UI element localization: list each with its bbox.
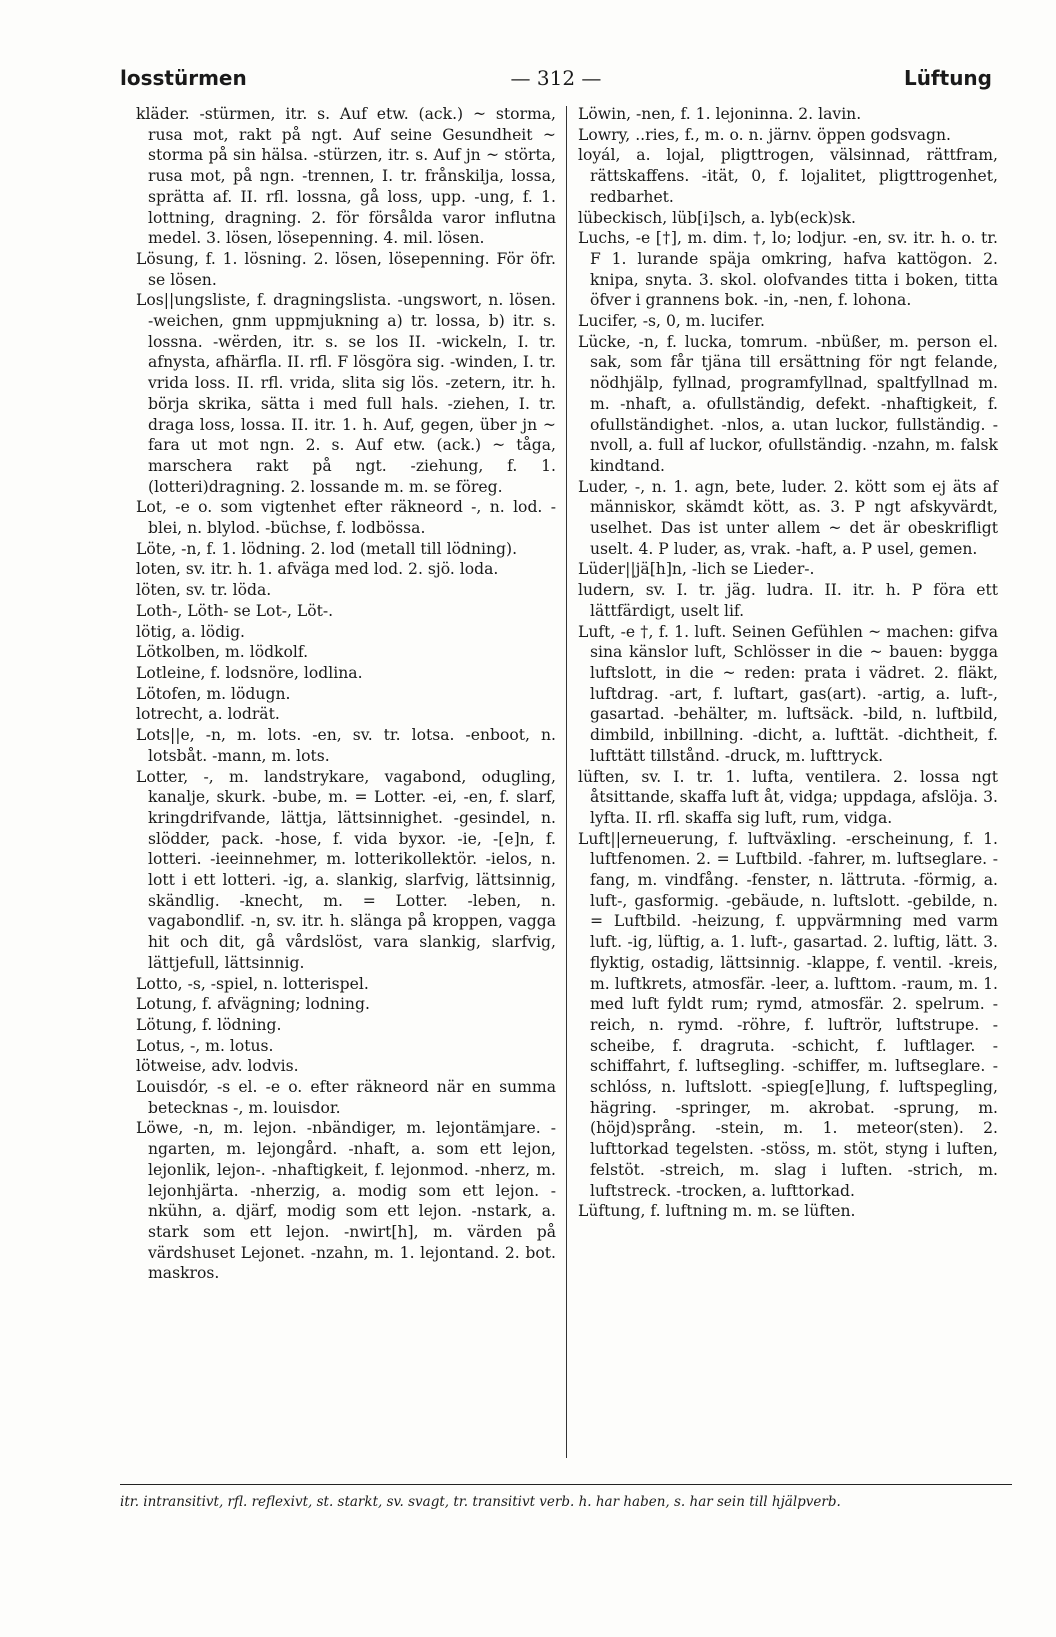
dictionary-entry: lotrecht, a. lodrät. xyxy=(136,705,280,724)
dictionary-entry: Lötung, f. lödning. xyxy=(136,1015,282,1034)
dictionary-entry: Lucifer, -s, 0, m. lucifer. xyxy=(578,312,765,331)
dictionary-entry: Luder, -, n. 1. agn, bete, luder. 2. kött som ej äts af människor, skämdt kött, as. 3. P ngt afskyvärdt, uselhet. Das ist unter allem ~ det är obeskrifligt uselt. 4. P luder, as, vrak. -haft, a. P usel, gemen. xyxy=(578,477,998,558)
dictionary-entry: Lötkolben, m. lödkolf. xyxy=(136,643,309,662)
dictionary-entry: Lötofen, m. lödugn. xyxy=(136,684,291,703)
dictionary-entry: löten, sv. tr. löda. xyxy=(136,581,272,600)
dictionary-entry: Luchs, -e [†], m. dim. †, lo; lodjur. -en, sv. itr. h. o. tr. F 1. lurande späja omkring, hafva kattögon. 2. knipa, snyta. 3. skol. olofvandes titta i boken, titta öfver i grannens bok. -in, -nen, f. lohona. xyxy=(578,229,998,310)
dictionary-entry: Löte, -n, f. 1. lödning. 2. lod (metall till lödning). xyxy=(136,539,518,558)
dictionary-entry: ludern, sv. I. tr. jäg. ludra. II. itr. h. P föra ett lättfärdigt, uselt lif. xyxy=(578,581,998,620)
dictionary-entry: Lot, -e o. som vigtenhet efter räkneord -, n. lod. -blei, n. blylod. -büchse, f. lodbössa. xyxy=(136,498,556,538)
dictionary-entry: Löwin, -nen, f. 1. lejoninna. 2. lavin. xyxy=(578,105,862,123)
dictionary-entry: Los||ungsliste, f. dragningslista. -ungswort, n. lösen. -weichen, gnm uppmjukning a) tr. lossa, b) itr. s. lossna. -wërden, itr. s. se los II. -wickeln, I. tr. afnysta, afhärfla. II. rfl. F lösgöra sig. -winden, I. tr. vrida loss. II. rfl. vrida, slita sig lös. -zetern, itr. h. börja skrika, sätta i med full hals. -ziehen, I. tr. draga loss, lossa. II. itr. 1. h. Auf, gegen, über jn ~ fara ut mot ngn. 2. s. Auf etw. (ack.) ~ tåga, marschera rakt på ngt. -ziehung, f. 1. (lotteri)dragning. 2. lossande m. m. se föreg. xyxy=(136,291,556,496)
dictionary-entry: Lüder||jä[h]n, -lich se Lieder-. xyxy=(578,560,815,579)
dictionary-entry: lübeckisch, lüb[i]sch, a. lyb(eck)sk. xyxy=(578,208,856,227)
footer-rule xyxy=(120,1484,1012,1485)
dictionary-entry: Lücke, -n, f. lucka, tomrum. -nbüßer, m. person el. sak, som får tjäna till ersättning för ngt felande, nödhjälp, fyllnad, programfyllnad, spaltfyllnad m. m. -nhaft, a. ofullständig, defekt. -nhaftigkeit, f. ofullständighet. -nlos, a. utan luckor, fullständig. -nvoll, a. full af luckor, ofullständig. -nzahn, m. falsk kindtand. xyxy=(578,332,998,475)
column-divider xyxy=(566,106,567,1458)
right-column xyxy=(578,104,998,1222)
dictionary-entry: lötig, a. lödig. xyxy=(136,622,246,641)
dictionary-entry: Lotung, f. afvägning; lodning. xyxy=(136,995,370,1014)
page-header xyxy=(120,66,992,96)
dictionary-entry: loyál, a. lojal, pligttrogen, välsinnad, rättfram, rättskaffens. -ität, 0, f. lojalitet, pligttrogenhet, redbarhet. xyxy=(578,146,998,206)
dictionary-entry: Lüftung, f. luftning m. m. se lüften. xyxy=(578,1202,856,1221)
left-column xyxy=(136,104,556,1284)
dictionary-entry: Löwe, -n, m. lejon. -nbändiger, m. lejontämjare. -ngarten, m. lejongård. -nhaft, a. som ett lejon, lejonlik, lejon-. -nhaftigkeit, f. lejonmod. -nherz, m. lejonhjärta. -nherzig, a. modig som ett lejon. -nkühn, a. djärf, modig som ett lejon. -nstark, a. stark som ett lejon. -nwirt[h], m. värden på värdshuset Lejonet. -nzahn, m. 1. lejontand. 2. bot. maskros. xyxy=(136,1119,556,1283)
dictionary-entry: kläder. -stürmen, itr. s. Auf etw. (ack.) ~ storma, rusa mot, rakt på ngt. Auf seine Gesundheit ~ storma på sin hälsa. -stürzen, itr. s. Auf jn ~ störta, rusa mot, på ngn. -trennen, I. tr. frånskilja, lossa, sprätta af. II. rfl. lossna, gå loss, upp. -ung, f. 1. lottning, dragning. 2. för försålda varor influtna medel. 3. lösen, lösepenning. 4. mil. lösen. xyxy=(136,105,556,248)
header-left-guide-word: losstürmen xyxy=(120,66,247,90)
dictionary-entry: Loth-, Löth- se Lot-, Löt-. xyxy=(136,601,334,620)
dictionary-entry: loten, sv. itr. h. 1. afväga med lod. 2. sjö. loda. xyxy=(136,560,499,579)
dictionary-entry: Lots||e, -n, m. lots. -en, sv. tr. lotsa. -enboot, n. lotsbåt. -mann, m. lots. xyxy=(136,726,556,765)
page-number: — 312 — xyxy=(510,66,602,90)
dictionary-entry: Luft, -e †, f. 1. luft. Seinen Gefühlen ~ machen: gifva sina känslor luft, Schlösser in die ~ bauen: bygga luftslott, in die ~ reden: prata i vädret. 2. fläkt, luftdrag. -art, f. luftart, gas(art). -artig, a. luft-, gasartad. -behälter, m. luftsäck. -bild, n. luftbild, dimbild, inbillning. -dicht, a. lufttät. -dichtheit, f. lufttätt tillstånd. -druck, m. lufttryck. xyxy=(578,622,998,765)
dictionary-entry: Luft||erneuerung, f. luftväxling. -erscheinung, f. 1. luftfenomen. 2. = Luftbild. -fahrer, m. luftseglare. -fang, m. vindfång. -fenster, n. lättruta. -förmig, a. luft-, gasformig. -gebäude, n. luftslott. -gebilde, n. = Luftbild. -heizung, f. uppvärmning med varm luft. -ig, lüftig, a. 1. luft-, gasartad. 2. luftig, lätt. 3. flyktig, ostadig, lättsinnig. -klappe, f. ventil. -kreis, m. luftkrets, atmosfär. -leer, a. lufttom. -raum, m. 1. med luft fyldt rum; rymd, atmosfär. 2. spelrum. -reich, n. rymd. -röhre, f. luftrör, luftstrupe. -scheibe, f. dragruta. -schicht, f. luftlager. -schiffahrt, f. luftsegling. -schiffer, m. luftseglare. -schlóss, n. luftslott. -spieg[e]lung, f. luftspegling, hägring. -springer, m. akrobat. -sprung, m. (höjd)språng. -stein, m. 1. meteor(sten). 2. lufttorkad tegelsten. -stöss, m. stöt, styng i luften, felstöt. -streich, m. slag i luften. -strich, m. luftstreck. -trocken, a. lufttorkad. xyxy=(578,829,998,1200)
dictionary-entry: Lotus, -, m. lotus. xyxy=(136,1036,274,1055)
abbreviation-footer: itr. intransitivt, rfl. reflexivt, st. starkt, sv. svagt, tr. transitivt verb. h. har haben, s. har sein till hjälpverb. xyxy=(120,1494,841,1510)
dictionary-entry: Lösung, f. 1. lösning. 2. lösen, lösepenning. För öfr. se lösen. xyxy=(136,249,556,289)
dictionary-entry: Lotter, -, m. landstrykare, vagabond, odugling, kanalje, skurk. -bube, m. = Lotter. -ei, -en, f. slarf, kringdrifvande, lättja, lättsinnighet. -gesindel, n. slödder, pack. -hose, f. vida byxor. -ie, -[e]n, f. lotteri. -ieeinnehmer, m. lotterikollektör. -ielos, n. lott i ett lotteri. -ig, a. slankig, slarfvig, lättsinnig, skändlig. -knecht, m. = Lotter. -leben, n. vagabondlif. -n, sv. itr. h. slänga på kroppen, vagga hit och dit, gå vårdslöst, vara slankig, slarfvig, lättjefull, lättsinnig. xyxy=(136,767,556,972)
dictionary-entry: lötweise, adv. lodvis. xyxy=(136,1057,299,1076)
dictionary-entry: Louisdór, -s el. -e o. efter räkneord när en summa betecknas -, m. louisdor. xyxy=(136,1078,556,1117)
dictionary-entry: lüften, sv. I. tr. 1. lufta, ventilera. 2. lossa ngt åtsittande, skaffa luft åt, vidga; uppdaga, afslöja. 3. lyfta. II. rfl. skaffa sig luft, rum, vidga. xyxy=(578,767,998,827)
dictionary-entry: Lotto, -s, -spiel, n. lotterispel. xyxy=(136,974,369,993)
dictionary-entry: Lotleine, f. lodsnöre, lodlina. xyxy=(136,663,363,682)
dictionary-entry: Lowry, ..ries, f., m. o. n. järnv. öppen godsvagn. xyxy=(578,125,951,144)
header-right-guide-word: Lüftung xyxy=(903,66,992,90)
